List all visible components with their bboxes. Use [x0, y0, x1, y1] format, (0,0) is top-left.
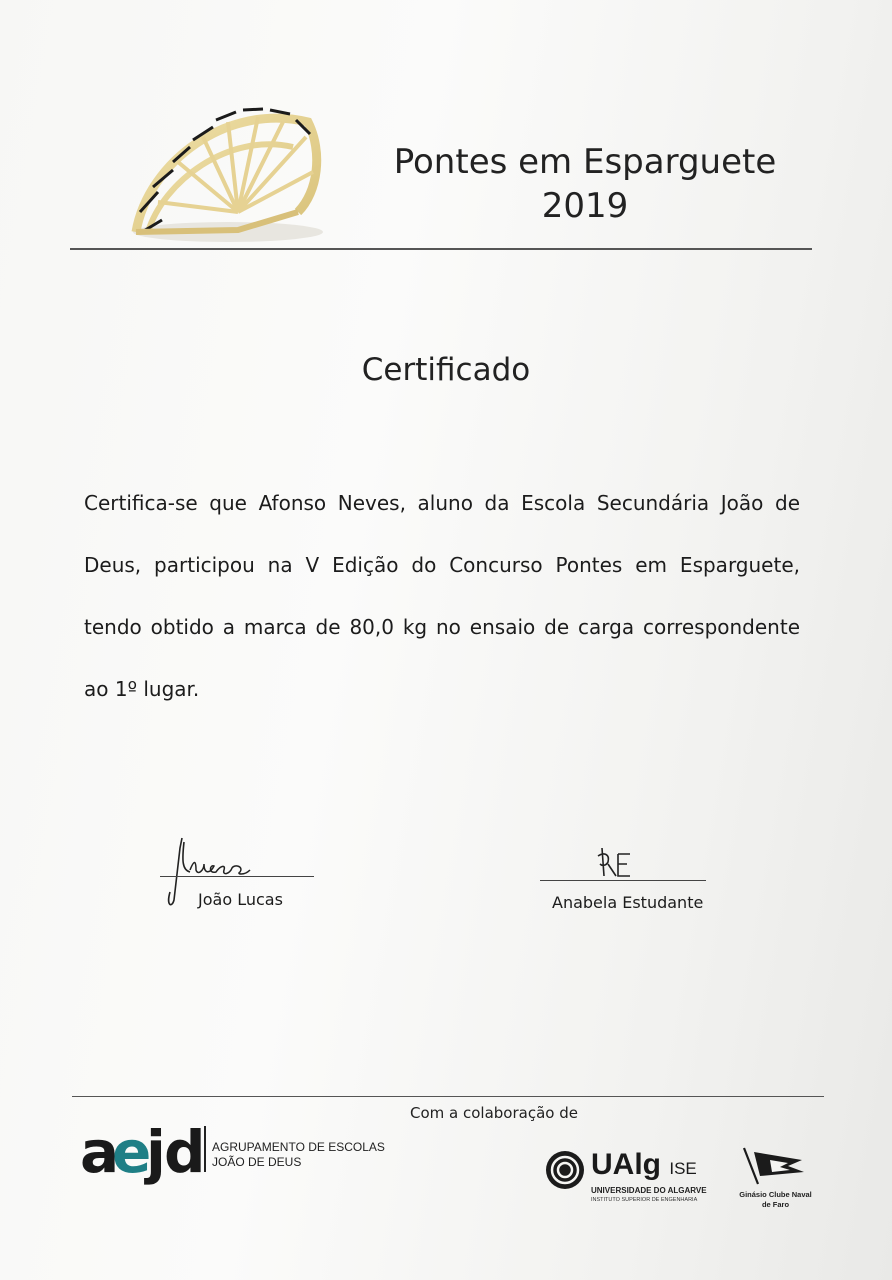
ginasio-clube-naval-logo — [728, 1146, 823, 1216]
aejd-name-line2: JOÃO DE DEUS — [212, 1155, 302, 1169]
gcn-name-line1: Ginásio Clube Naval — [739, 1190, 812, 1199]
aejd-name — [212, 1140, 385, 1170]
certificate-heading: Certificado — [361, 352, 531, 388]
footer-divider — [72, 1096, 824, 1097]
spaghetti-bridge-image — [118, 92, 333, 252]
ualg-mark — [591, 1148, 697, 1182]
aejd-divider — [204, 1126, 206, 1172]
header-divider — [70, 248, 812, 250]
gcn-name-line2: de Faro — [761, 1200, 790, 1209]
signature-block-right — [540, 840, 710, 920]
title-line-year: 2019 — [541, 186, 629, 226]
ualg-name-line2: INSTITUTO SUPERIOR DE ENGENHARIA — [591, 1197, 698, 1203]
ise-mark-text: ISE — [669, 1159, 697, 1178]
ualg-mark-text: UAlg — [591, 1148, 661, 1181]
naval-flag-icon — [740, 1146, 810, 1186]
ualg-ise-logo — [545, 1146, 720, 1216]
aejd-wordmark — [80, 1118, 204, 1188]
handwritten-signature-right — [594, 844, 654, 884]
collaboration-label: Com a colaboração de — [410, 1104, 578, 1122]
ualg-name-line1: UNIVERSIDADE DO ALGARVE — [591, 1186, 707, 1195]
title-line-event: Pontes em Esparguete — [393, 142, 777, 182]
svg-text:e: e — [112, 1118, 149, 1186]
signature-line-right — [540, 880, 706, 881]
svg-text:a: a — [80, 1118, 117, 1186]
aejd-logo — [80, 1118, 400, 1188]
signature-block-left — [160, 830, 320, 920]
certificate-body: Certifica-se que Afonso Neves, aluno da Escola Secundária João de Deus, participou na V Edição do Concurso Pontes em Esparguete, tendo obtido a marca de 80,0 kg no ensaio de carga correspondente ao 1º lugar. — [84, 491, 800, 701]
signatory-name-right: Anabela Estudante — [552, 893, 704, 912]
svg-text:d: d — [164, 1118, 203, 1186]
certificate-title — [370, 140, 800, 228]
signature-line-left — [160, 876, 314, 877]
svg-text:j: j — [146, 1118, 163, 1186]
aejd-name-line1: AGRUPAMENTO DE ESCOLAS — [212, 1140, 385, 1154]
ualg-emblem-icon — [545, 1148, 589, 1192]
signatory-name-left: João Lucas — [198, 890, 283, 909]
